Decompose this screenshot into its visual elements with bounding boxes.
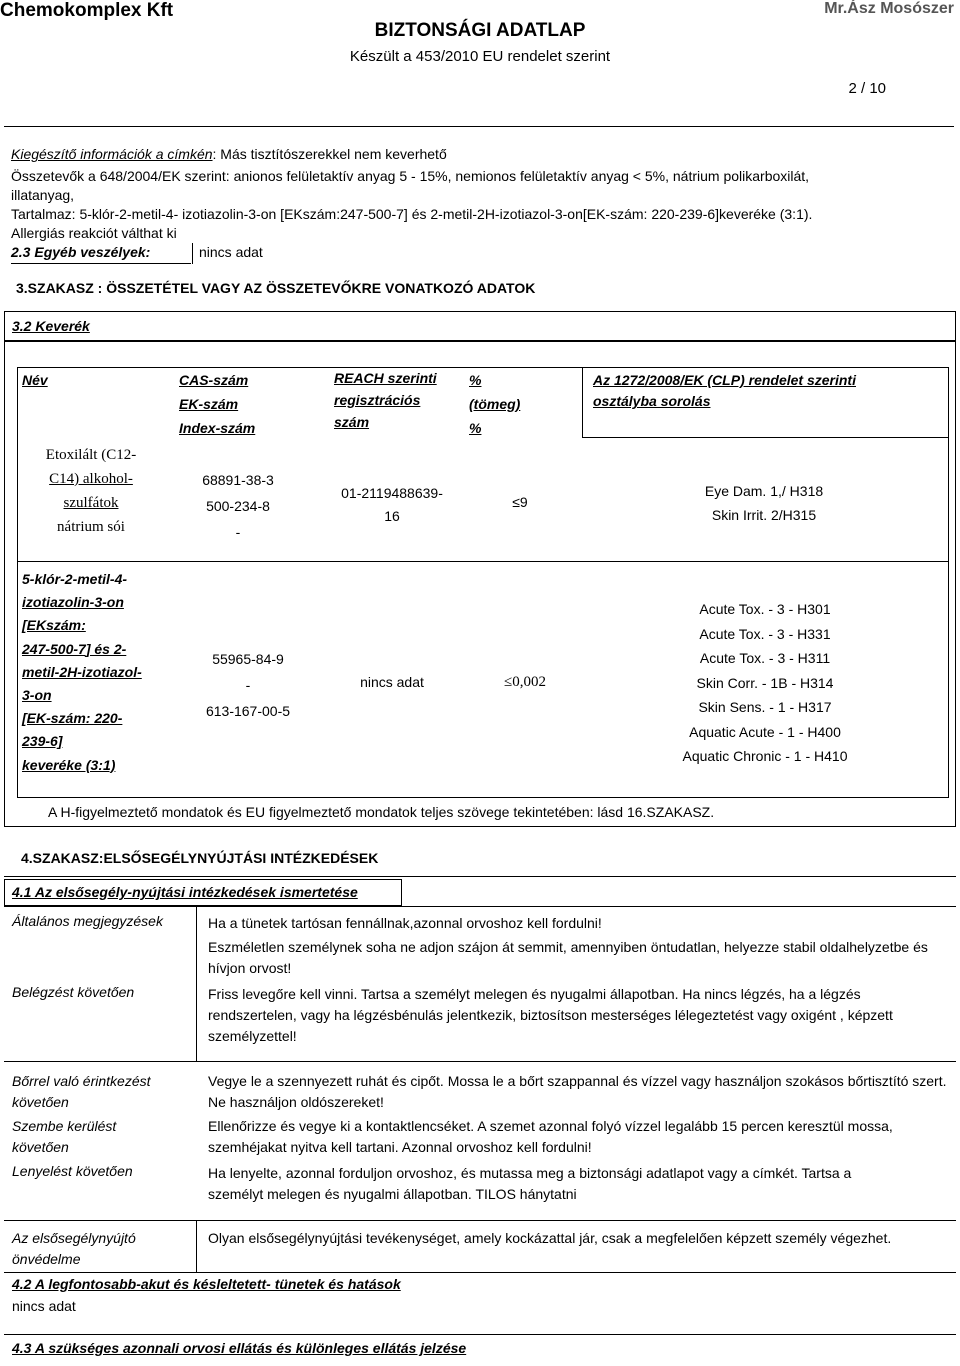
- document-title: BIZTONSÁGI ADATLAP: [374, 20, 586, 41]
- document-subtitle: Készült a 453/2010 EU rendelet szerint: [349, 48, 611, 65]
- table-top-rule: [17, 367, 949, 368]
- ingest-text: Ha lenyelte, azonnal forduljon orvoshoz, és mutassa meg a biztonsági adatlapot vagy a címkét. Tartsa a személyt melegen és nyugalmi állapotban. TILOS hánytatni: [208, 1165, 852, 1202]
- col-header-ek: EK-szám: [179, 396, 239, 412]
- section4-heading: 4.SZAKASZ:ELSŐSEGÉLYNYÚJTÁSI INTÉZKEDÉSEK: [21, 850, 379, 866]
- firstaid-col-rule: [196, 906, 197, 1061]
- row1-cas-number: 68891-38-3: [202, 472, 274, 488]
- other-hazards-underline: [11, 263, 191, 264]
- section4-sub1: 4.1 Az elsősegély-nyújtási intézkedések ismertetése: [12, 884, 358, 900]
- inhale-label: Belégzést követően: [12, 984, 135, 1000]
- col-header-reach-1: REACH szerinti: [334, 370, 437, 386]
- firstaid-col-rule-2: [196, 1220, 197, 1272]
- row2-name-line: 247-500-7] és 2-: [22, 640, 127, 657]
- row2-clp-line: Acute Tox. - 3 - H331: [699, 625, 831, 642]
- label-info-lead: Kiegészítő információk a címkén: [11, 146, 213, 162]
- row1-ek-number: 500-234-8: [206, 498, 270, 514]
- section4-sub2-value: nincs adat: [12, 1298, 76, 1314]
- row2-clp-line: Acute Tox. - 3 - H301: [699, 601, 831, 617]
- row1-clp-line: Skin Irrit. 2/H315: [711, 507, 817, 523]
- section4-sub2: 4.2 A legfontosabb-akut és késleltetett- tünetek és hatások: [12, 1276, 401, 1292]
- row2-clp-line: Skin Sens. - 1 - H317: [698, 699, 832, 715]
- row2-name-line: 239-6]: [22, 733, 63, 750]
- row2-index-number: 613-167-00-5: [205, 703, 291, 719]
- row1-cas: [178, 467, 298, 545]
- col-header-pct-1: %: [469, 372, 482, 388]
- section4-table-top: [4, 906, 956, 907]
- row1-name-line: C14) alkohol-: [49, 471, 133, 487]
- eye-text: Ellenőrizze és vegye ki a kontaktlencséket. A szemet azonnal folyó vízzel legalább 15 percen keresztül mossa, szemhéjakat nyitva kell tartani. Azonnal orvoshoz kell fordulni!: [208, 1118, 893, 1155]
- row1-clp: [674, 479, 854, 527]
- firstaid-rule-2: [4, 1220, 956, 1221]
- row2-name-line: 5-klór-2-metil-4-: [22, 571, 128, 587]
- table-left-rule: [17, 367, 18, 798]
- row2-clp-line: Acute Tox. - 3 - H311: [699, 650, 831, 666]
- page-number: 2 / 10: [848, 80, 886, 97]
- table-right-rule: [948, 367, 949, 798]
- firstaid-rule-1: [4, 1061, 956, 1062]
- firstaid-rule-4: [4, 1334, 956, 1335]
- label-info-line5: Allergiás reakciót válthat ki: [11, 225, 177, 241]
- company-name: Chemokomplex Kft: [0, 0, 174, 21]
- other-hazards-label: 2.3 Egyéb veszélyek:: [11, 244, 151, 260]
- skin-label: Bőrrel való érintkezést követően: [12, 1073, 151, 1110]
- label-info-line3: illatanyag,: [11, 187, 75, 203]
- row-divider: [17, 561, 949, 562]
- table-bottom-rule: [17, 797, 949, 798]
- row2-clp: [650, 597, 880, 769]
- label-info-line4: Tartalmaz: 5-klór-2-metil-4- izotiazolin-3-on [EKszám:247-500-7] és 2-metil-2H-izotiazol-3-on[EK-szám: 220-239-6]keveréke (3:1).: [11, 206, 813, 222]
- protect-label: Az elsősegélynyújtó önvédelme: [12, 1230, 136, 1267]
- row2-clp-line: Skin Corr. - 1B - H314: [696, 674, 834, 691]
- header-rule: [4, 126, 954, 127]
- row2-name: [22, 568, 142, 777]
- col-header-name: Név: [22, 372, 48, 388]
- row2-clp-line: Aquatic Chronic - 1 - H410: [682, 748, 848, 764]
- general-text-1: Ha a tünetek tartósan fennállnak,azonnal orvoshoz kell fordulni!: [208, 915, 602, 931]
- row2-name-line: 3-on: [22, 687, 52, 704]
- inhale-text: Friss levegőre kell vinni. Tartsa a személyt melegen és nyugalmi állapotban. Ha nincs légzés, ha a légzés rendszertelen, vagy ha légzésbénulás jelentkezik, biztosítson mesterséges lélegeztetést vagy oxigént , képzett személyzettel!: [208, 986, 893, 1044]
- eye-label: Szembe kerülést követően: [12, 1118, 117, 1155]
- section3-subheading: 3.2 Keverék: [12, 318, 90, 334]
- row1-name-line: nátrium sói: [57, 519, 125, 535]
- row1-pct: ≤9: [512, 494, 528, 510]
- row2-name-line: metil-2H-izotiazol-: [22, 663, 142, 680]
- label-info-lead-tail: : Más tisztítószerekkel nem keverhető: [212, 146, 447, 162]
- row1-reach: [330, 482, 454, 528]
- firstaid-rule-3: [4, 1272, 956, 1273]
- col-header-clp-1: Az 1272/2008/EK (CLP) rendelet szerinti: [593, 372, 856, 388]
- protect-text: Olyan elsősegélynyújtási tevékenységet, amely kockázattal jár, csak a megfelelően képzett személy végezhet.: [208, 1230, 892, 1246]
- section3-subheading-box: [4, 311, 956, 341]
- ingest-label: Lenyelést követően: [12, 1163, 133, 1179]
- col-header-reach-3: szám: [334, 414, 370, 430]
- section4-sub1-box: [4, 879, 402, 906]
- product-name: Mr.Ász Mosószer: [824, 0, 954, 17]
- row2-ek-number: -: [245, 677, 251, 693]
- skin-text: Vegye le a szennyezett ruhát és cipőt. Mossa le a bőrt szappannal és vízzel vagy használjon szokásos bőrtisztító szert. Ne használjon oldószereket!: [208, 1073, 947, 1110]
- col-header-index: Index-szám: [179, 420, 256, 436]
- row2-cas-number: 55965-84-9: [212, 651, 284, 667]
- other-hazards-divider: [192, 243, 193, 264]
- row2-clp-line: Aquatic Acute - 1 - H400: [689, 723, 841, 740]
- row1-name: [20, 443, 162, 539]
- general-text-2: Eszméletlen személynek soha ne adjon szájon át semmit, amennyiben öntudatlan, helyezze stabil oldalhelyzetbe és hívjon orvost!: [208, 939, 928, 976]
- col-header-reach-2: regisztrációs: [334, 392, 421, 408]
- row2-name-line: [EK-szám: 220-: [22, 710, 123, 727]
- section4-rule: [4, 876, 956, 877]
- section3-heading: 3.SZAKASZ : ÖSSZETÉTEL VAGY AZ ÖSSZETEVŐKRE VONATKOZÓ ADATOK: [16, 280, 536, 296]
- clp-header-rule: [582, 437, 949, 438]
- row2-name-line: izotiazolin-3-on: [22, 594, 124, 611]
- label-info-line1: [11, 146, 447, 162]
- row1-clp-line: Eye Dam. 1,/ H318: [704, 483, 824, 499]
- other-hazards-value: nincs adat: [199, 244, 263, 260]
- row2-name-line: keveréke (3:1): [22, 756, 116, 773]
- row2-name-line: [EKszám:: [22, 617, 86, 634]
- clp-column-rule: [582, 367, 583, 437]
- general-label: Általános megjegyzések: [12, 913, 163, 929]
- col-header-clp-2: osztályba sorolás: [593, 393, 711, 409]
- row1-name-line: szulfátok: [63, 495, 119, 511]
- section3-footnote: A H-figyelmeztető mondatok és EU figyelmeztető mondatok teljes szövege tekintetében: lásd 16.SZAKASZ.: [48, 804, 715, 820]
- row1-name-line: Etoxilált (C12-: [45, 447, 137, 463]
- section4-sub3: 4.3 A szükséges azonnali orvosi ellátás és különleges ellátás jelzése: [12, 1340, 467, 1356]
- row1-index-number: -: [235, 524, 241, 540]
- row2-reach: nincs adat: [360, 674, 424, 690]
- col-header-cas: CAS-szám: [179, 372, 249, 388]
- row2-cas: [188, 646, 308, 724]
- row1-reach-line: 16: [384, 508, 400, 524]
- row1-reach-line: 01-2119488639-: [341, 485, 443, 501]
- label-info-line2: Összetevők a 648/2004/EK szerint: anionos felületaktív anyag 5 - 15%, nemionos felületaktív anyag < 5%, nátrium polikarboxilát,: [11, 168, 810, 184]
- row2-pct: ≤0,002: [504, 674, 546, 690]
- col-header-pct-3: %: [469, 420, 482, 436]
- col-header-pct-2: (tömeg): [469, 396, 521, 412]
